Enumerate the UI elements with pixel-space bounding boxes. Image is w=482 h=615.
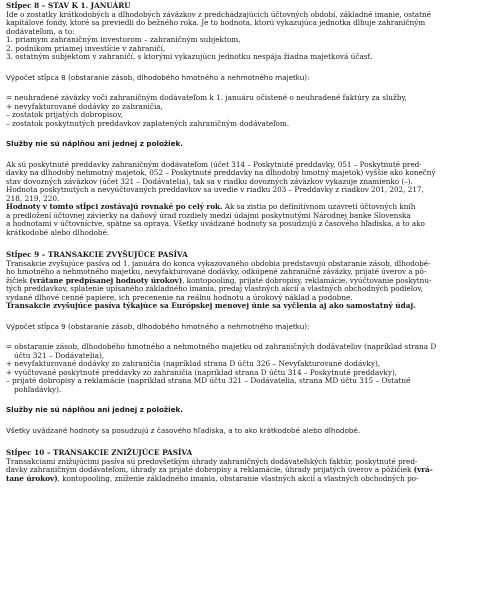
s8-advance-line: Hodnota poskytnutých a nevyúčtovaných preddavkov sa uvedie v riadku 203 – Preddavky z riadkov 201, 202, 217,	[6, 185, 424, 194]
s8-calc-title: Výpočet stĺpca 8 (obstaranie zásob, dlhodobého hmotného a nehmotného majetku):	[6, 72, 310, 82]
s9-calc-item: účtu 321 – Dodávatelia),	[14, 350, 105, 360]
s10-bold-part: (vrá-	[413, 465, 433, 474]
s9-paragraph-line: vydané dlhové cenné papiere, ich precenenie na reálnu hodnotu a úrokový náklad a podobne.	[6, 292, 353, 302]
s9-calc-item: + vyúčtované poskytnuté preddavky zo zahraničia (napríklad strana D účtu 314 – Poskytnuté preddavky),	[6, 367, 398, 377]
s10-paragraph-line: Transakciami znižujúcimi pasíva sú predovšetkým úhrady zahraničných dodávateľských faktúr, poskytnuté pred-	[6, 456, 418, 466]
section-10-heading: Stĺpec 10 – TRANSAKCIE ZNIŽUJÚCE PASÍVA	[6, 448, 193, 457]
s8-calc-item: – zostatok prijatých dobropisov,	[6, 110, 123, 119]
document-page	[6, 2, 478, 483]
s8-advance-line: 218, 219, 220.	[6, 193, 60, 203]
s9-calc-title: Výpočet stĺpca 9 (obstaranie zásob, dlhodobého hmotného a nehmotného majetku):	[6, 321, 310, 331]
s8-constant-bold: Hodnoty v tomto stĺpci zostávajú rovnaké po celý rok.	[6, 202, 223, 211]
s9-time-note: Všetky uvádzané hodnoty sa posudzujú z časového hľadiska, a to ako krátkodobé alebo dlhodobé.	[6, 425, 361, 435]
s8-advance-line: stav dovozných záväzkov (účet 321 – Dodávatelia), tak sa v riadku dovozných záväzkov vykazuje znamienko (–).	[6, 176, 413, 186]
s9-paragraph-line: ho hmotného a nehmotného majetku, nevyfakturované dodávky, odkúpené zahraničné záväzky, prijaté úverov a pô-	[6, 267, 427, 276]
section-8-heading: Stĺpec 8 – STAV K 1. JANUÁRU	[6, 1, 131, 10]
s9-bold-part: (vrátane predpísanej hodnoty úrokov)	[29, 275, 183, 285]
s9-paragraph-line: tých preddavkov, splatenie upísaného základného imania, predaj vlastných akcií a vlastných obchodných podielov,	[6, 284, 423, 293]
s9-calc-item: – prijaté dobropisy a reklamácie (napríklad strana MD účtu 321 – Dodávatelia, strana MD účtu 315 – Ostatné	[6, 376, 411, 385]
s9-text-part: , kontopooling, prijaté dobropisy, reklamácie, vyúčtovanie poskytnu-	[182, 275, 432, 285]
s9-calc-item: = obstaranie zásob, dlhodobého hmotného a nehmotného majetku od zahraničných dodávateľov (napríklad strana D	[6, 342, 437, 351]
s8-constant-line: a predložení účtovnej závierky na daňový úrad rozdiely medzi údajmi poskytnutými Národnej banke Slovenska	[6, 210, 411, 220]
s10-paragraph-line	[6, 475, 478, 484]
s9-services-note: Služby nie sú náplňou ani jednej z položiek.	[6, 405, 183, 414]
s8-advance-line: davky na dlhodobý nehmotný majetok, 052 – Poskytnuté preddavky na dlhodobý hmotný majetok) vyššie ako konečný	[6, 168, 436, 177]
section-9-heading: Stĺpec 9 – TRANSAKCIE ZVYŠUJÚCE PASÍVA	[6, 250, 188, 259]
s8-calc-item: + nevyfakturované dodávky zo zahraničia,	[6, 101, 163, 111]
s8-calc-item: – zostatok poskytnutých preddavkov zaplatených zahraničným dodávateľom.	[6, 118, 290, 128]
s8-list-item: 2. podnikom priamej investície v zahraničí,	[6, 43, 166, 53]
s9-paragraph-line: Transakcie zvyšujúce pasíva od 1. januára do konca vykazovaného obdobia predstavujú obstaranie zásob, dlhodobé-	[6, 258, 431, 268]
s8-paragraph-line: dodávateľom, a to:	[6, 26, 75, 36]
s9-text-part: žičiek	[6, 275, 30, 285]
s8-advance-line: Ak sú poskytnuté preddavky zahraničným dodávateľom (účet 314 – Poskytnuté preddavky, 051 – Poskytnuté pred-	[6, 159, 422, 169]
s8-list-item: 1. priamym zahraničným investorom – zahraničným subjektom,	[6, 35, 241, 44]
s8-services-note: Služby nie sú náplňou ani jednej z položiek.	[6, 139, 183, 148]
s9-eu-note: Transakcie zvyšujúce pasíva týkajúce sa Európskej menovej únie sa vyčlenia aj ako samostatný údaj.	[6, 301, 416, 310]
s10-text-part: davky zahraničným dodávateľom, úhrady za prijaté dobropisy a reklamácie, úhrady prijatých úverov a pôžičiek	[6, 465, 414, 474]
s10-text-part: , kontopooling, zníženie základného imania, obstaranie vlastných akcií a vlastných obchodných po-	[57, 473, 419, 483]
s8-constant-line: krátkodobé alebo dlhodobé.	[6, 227, 110, 237]
s10-bold-part: tane úrokov)	[6, 473, 58, 483]
s8-list-item: 3. ostatným subjektom v zahraničí, s ktorými vykazujúcu jednotku nespája žiadna majetková účasť.	[6, 52, 373, 61]
s8-calc-item: = neuhradené záväzky voči zahraničným dodávateľom k 1. januáru očistené o neuhradené faktúry za služby,	[6, 93, 407, 102]
s9-calc-item: pohľadávky).	[14, 384, 62, 394]
s8-constant-line: a hodnotami v účtovníctve, spätne sa oprava. Všetky uvádzané hodnoty sa posudzujú z časového hľadiska, a to ako	[6, 219, 425, 228]
s9-calc-item: + nevyfakturované dodávky zo zahraničia (napríklad strana D účtu 326 – Nevyfakturované dodávky),	[6, 359, 381, 368]
s8-paragraph-line: kapitálové fondy, ktoré sa previedli do bežného roka. Je to hodnota, ktorú vykazujúca jednotka dlhuje zahraničným	[6, 18, 426, 27]
s8-constant-text: Ak sa zistia po definitívnom uzavretí účtovných kníh	[222, 202, 416, 211]
s8-paragraph-line: Ide o zostatky krátkodobých a dlhodobých záväzkov z predchádzajúcich účtovných období, základné imanie, ostatné	[6, 9, 431, 19]
